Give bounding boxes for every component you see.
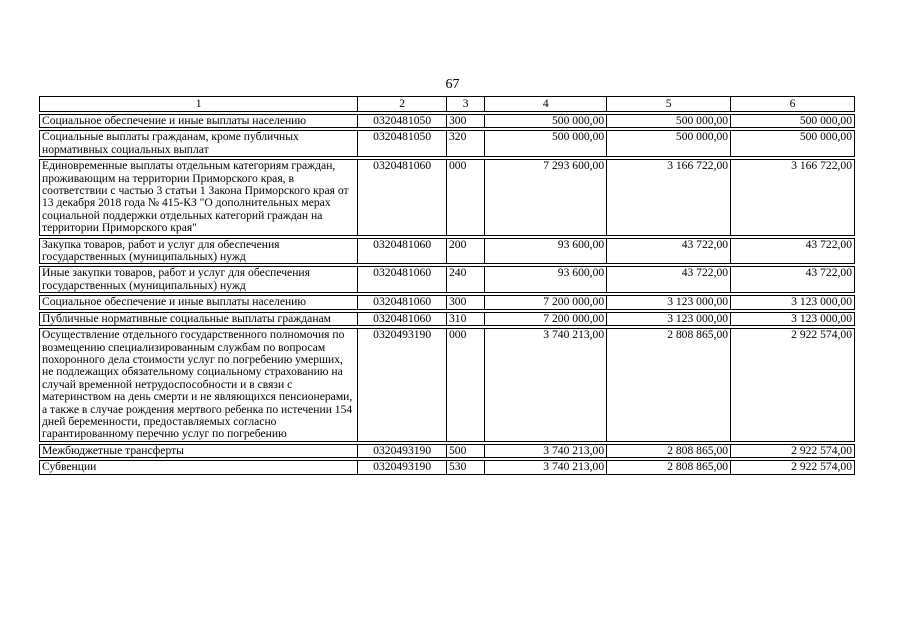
row-amount-2: 3 123 000,00 [607,312,731,326]
row-amount-3: 43 722,00 [731,238,855,265]
row-amount-1: 500 000,00 [485,114,607,128]
row-expense-type: 500 [447,444,485,458]
row-amount-2: 3 166 722,00 [607,159,731,235]
table-row [39,460,855,474]
row-amount-1: 3 740 213,00 [485,444,607,458]
row-name: Публичные нормативные социальные выплаты гражданам [39,312,358,326]
row-expense-type: 200 [447,238,485,265]
row-name: Социальное обеспечение и иные выплаты населению [39,295,358,309]
row-target-article: 0320481050 [358,130,447,157]
row-amount-3: 2 922 574,00 [731,328,855,442]
row-target-article: 0320493190 [358,460,447,474]
row-target-article: 0320481060 [358,312,447,326]
row-name: Социальные выплаты гражданам, кроме публичных нормативных социальных выплат [39,130,358,157]
table-row [39,444,855,458]
row-amount-2: 2 808 865,00 [607,444,731,458]
row-expense-type: 000 [447,159,485,235]
row-amount-3: 500 000,00 [731,114,855,128]
header-cell-name: 1 [39,96,358,112]
header-cell-amount-3: 6 [731,96,855,112]
row-expense-type: 000 [447,328,485,442]
table-row [39,312,855,326]
header-cell-amount-2: 5 [607,96,731,112]
table-row [39,114,855,128]
table-row [39,295,855,309]
row-name: Единовременные выплаты отдельным категориям граждан, проживающим на территории Приморского края, в соответствии с частью 3 статьи 1 Закона Приморского края от 13 декабря 2018 года № 415-КЗ "О дополнительных мерах социальной поддержки отдельных категорий граждан на территории Приморского края" [39,159,358,235]
row-name: Иные закупки товаров, работ и услуг для обеспечения государственных (муниципальных) нужд [39,266,358,293]
row-amount-1: 3 740 213,00 [485,460,607,474]
row-expense-type: 530 [447,460,485,474]
row-amount-1: 7 200 000,00 [485,295,607,309]
row-target-article: 0320481060 [358,159,447,235]
row-amount-2: 2 808 865,00 [607,460,731,474]
table-row [39,159,855,235]
row-expense-type: 240 [447,266,485,293]
row-amount-3: 3 123 000,00 [731,312,855,326]
row-expense-type: 300 [447,295,485,309]
row-amount-3: 3 166 722,00 [731,159,855,235]
row-amount-1: 7 293 600,00 [485,159,607,235]
row-amount-2: 2 808 865,00 [607,328,731,442]
row-target-article: 0320493190 [358,444,447,458]
row-target-article: 0320493190 [358,328,447,442]
table-row [39,266,855,293]
row-target-article: 0320481060 [358,295,447,309]
row-amount-1: 93 600,00 [485,238,607,265]
row-expense-type: 320 [447,130,485,157]
row-amount-2: 3 123 000,00 [607,295,731,309]
row-amount-3: 43 722,00 [731,266,855,293]
row-amount-3: 2 922 574,00 [731,460,855,474]
row-amount-1: 3 740 213,00 [485,328,607,442]
row-amount-3: 2 922 574,00 [731,444,855,458]
table-row [39,328,855,442]
header-cell-expense-type: 3 [447,96,485,112]
row-target-article: 0320481050 [358,114,447,128]
table-row [39,238,855,265]
table-header-row [39,96,855,112]
page-number: 67 [445,77,460,92]
table-row [39,130,855,157]
header-cell-amount-1: 4 [485,96,607,112]
row-amount-1: 7 200 000,00 [485,312,607,326]
budget-table [39,94,855,477]
row-name: Закупка товаров, работ и услуг для обеспечения государственных (муниципальных) нужд [39,238,358,265]
row-amount-3: 500 000,00 [731,130,855,157]
row-amount-3: 3 123 000,00 [731,295,855,309]
row-name: Межбюджетные трансферты [39,444,358,458]
row-amount-1: 93 600,00 [485,266,607,293]
header-cell-target-article: 2 [358,96,447,112]
row-name: Осуществление отдельного государственного полномочия по возмещению специализированным службам по вопросам похоронного дела стоимости услуг по погребению умерших, не подлежащих обязательному социальному страхованию на случай временной нетрудоспособности и в связи с материнством на день смерти и не являющихся пенсионерами, а также в случае рождения мертвого ребенка по истечении 154 дней беременности, предоставляемых согласно гарантированному перечню услуг по погребению [39,328,358,442]
row-amount-1: 500 000,00 [485,130,607,157]
row-amount-2: 43 722,00 [607,266,731,293]
row-expense-type: 310 [447,312,485,326]
row-amount-2: 500 000,00 [607,114,731,128]
row-target-article: 0320481060 [358,238,447,265]
row-name: Социальное обеспечение и иные выплаты населению [39,114,358,128]
row-name: Субвенции [39,460,358,474]
row-amount-2: 43 722,00 [607,238,731,265]
row-target-article: 0320481060 [358,266,447,293]
row-expense-type: 300 [447,114,485,128]
row-amount-2: 500 000,00 [607,130,731,157]
